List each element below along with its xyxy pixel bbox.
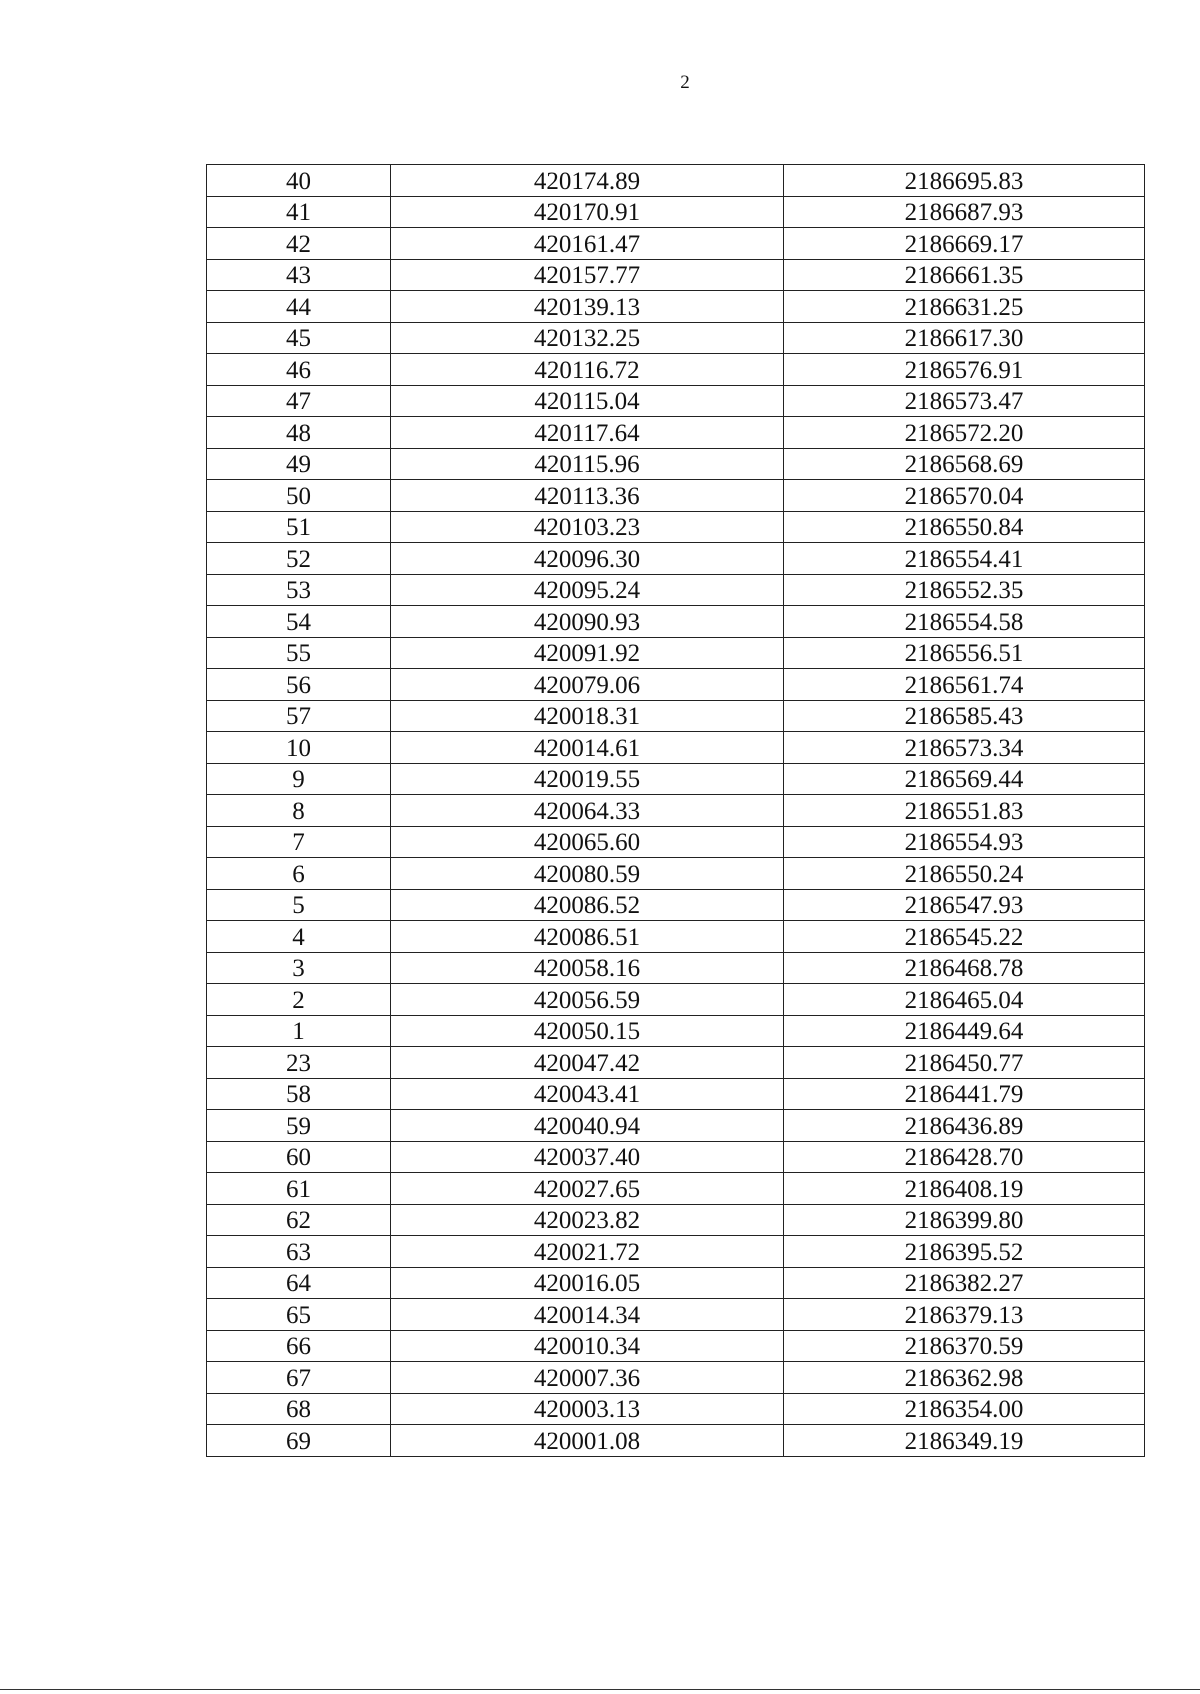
point-number-cell: 61 bbox=[207, 1173, 391, 1205]
table-row bbox=[207, 291, 1145, 323]
point-number-cell: 54 bbox=[207, 606, 391, 638]
y-coordinate-cell: 2186561.74 bbox=[784, 669, 1145, 701]
point-number-cell: 59 bbox=[207, 1110, 391, 1142]
x-coordinate-cell: 420139.13 bbox=[391, 291, 784, 323]
table-row bbox=[207, 1015, 1145, 1047]
x-coordinate-cell: 420161.47 bbox=[391, 228, 784, 260]
y-coordinate-cell: 2186550.84 bbox=[784, 511, 1145, 543]
point-number-cell: 43 bbox=[207, 259, 391, 291]
y-coordinate-cell: 2186661.35 bbox=[784, 259, 1145, 291]
x-coordinate-cell: 420065.60 bbox=[391, 826, 784, 858]
point-number-cell: 55 bbox=[207, 637, 391, 669]
point-number-cell: 69 bbox=[207, 1425, 391, 1457]
point-number-cell: 3 bbox=[207, 952, 391, 984]
x-coordinate-cell: 420080.59 bbox=[391, 858, 784, 890]
x-coordinate-cell: 420050.15 bbox=[391, 1015, 784, 1047]
y-coordinate-cell: 2186395.52 bbox=[784, 1236, 1145, 1268]
point-number-cell: 6 bbox=[207, 858, 391, 890]
x-coordinate-cell: 420095.24 bbox=[391, 574, 784, 606]
point-number-cell: 5 bbox=[207, 889, 391, 921]
point-number-cell: 10 bbox=[207, 732, 391, 764]
y-coordinate-cell: 2186687.93 bbox=[784, 196, 1145, 228]
x-coordinate-cell: 420132.25 bbox=[391, 322, 784, 354]
table-row bbox=[207, 1078, 1145, 1110]
x-coordinate-cell: 420086.51 bbox=[391, 921, 784, 953]
x-coordinate-cell: 420170.91 bbox=[391, 196, 784, 228]
y-coordinate-cell: 2186695.83 bbox=[784, 165, 1145, 197]
point-number-cell: 52 bbox=[207, 543, 391, 575]
x-coordinate-cell: 420027.65 bbox=[391, 1173, 784, 1205]
x-coordinate-cell: 420096.30 bbox=[391, 543, 784, 575]
y-coordinate-cell: 2186408.19 bbox=[784, 1173, 1145, 1205]
table-row bbox=[207, 952, 1145, 984]
table-row bbox=[207, 700, 1145, 732]
table-row bbox=[207, 322, 1145, 354]
point-number-cell: 47 bbox=[207, 385, 391, 417]
point-number-cell: 41 bbox=[207, 196, 391, 228]
y-coordinate-cell: 2186449.64 bbox=[784, 1015, 1145, 1047]
y-coordinate-cell: 2186669.17 bbox=[784, 228, 1145, 260]
table-row bbox=[207, 196, 1145, 228]
x-coordinate-cell: 420157.77 bbox=[391, 259, 784, 291]
y-coordinate-cell: 2186349.19 bbox=[784, 1425, 1145, 1457]
x-coordinate-cell: 420113.36 bbox=[391, 480, 784, 512]
y-coordinate-cell: 2186617.30 bbox=[784, 322, 1145, 354]
point-number-cell: 2 bbox=[207, 984, 391, 1016]
y-coordinate-cell: 2186573.34 bbox=[784, 732, 1145, 764]
x-coordinate-cell: 420043.41 bbox=[391, 1078, 784, 1110]
table-row bbox=[207, 385, 1145, 417]
coordinates-table-body bbox=[207, 165, 1145, 1457]
y-coordinate-cell: 2186554.58 bbox=[784, 606, 1145, 638]
table-row bbox=[207, 1173, 1145, 1205]
x-coordinate-cell: 420174.89 bbox=[391, 165, 784, 197]
table-row bbox=[207, 889, 1145, 921]
table-row bbox=[207, 1362, 1145, 1394]
y-coordinate-cell: 2186450.77 bbox=[784, 1047, 1145, 1079]
x-coordinate-cell: 420023.82 bbox=[391, 1204, 784, 1236]
y-coordinate-cell: 2186428.70 bbox=[784, 1141, 1145, 1173]
x-coordinate-cell: 420014.61 bbox=[391, 732, 784, 764]
point-number-cell: 60 bbox=[207, 1141, 391, 1173]
coordinates-table bbox=[206, 164, 1145, 1457]
point-number-cell: 65 bbox=[207, 1299, 391, 1331]
x-coordinate-cell: 420016.05 bbox=[391, 1267, 784, 1299]
x-coordinate-cell: 420003.13 bbox=[391, 1393, 784, 1425]
table-row bbox=[207, 826, 1145, 858]
page-bottom-rule bbox=[0, 1689, 1200, 1690]
point-number-cell: 58 bbox=[207, 1078, 391, 1110]
point-number-cell: 57 bbox=[207, 700, 391, 732]
x-coordinate-cell: 420058.16 bbox=[391, 952, 784, 984]
y-coordinate-cell: 2186547.93 bbox=[784, 889, 1145, 921]
y-coordinate-cell: 2186554.93 bbox=[784, 826, 1145, 858]
x-coordinate-cell: 420103.23 bbox=[391, 511, 784, 543]
x-coordinate-cell: 420064.33 bbox=[391, 795, 784, 827]
point-number-cell: 46 bbox=[207, 354, 391, 386]
table-row bbox=[207, 606, 1145, 638]
point-number-cell: 42 bbox=[207, 228, 391, 260]
y-coordinate-cell: 2186556.51 bbox=[784, 637, 1145, 669]
x-coordinate-cell: 420115.96 bbox=[391, 448, 784, 480]
table-row bbox=[207, 1267, 1145, 1299]
y-coordinate-cell: 2186465.04 bbox=[784, 984, 1145, 1016]
y-coordinate-cell: 2186370.59 bbox=[784, 1330, 1145, 1362]
x-coordinate-cell: 420018.31 bbox=[391, 700, 784, 732]
x-coordinate-cell: 420019.55 bbox=[391, 763, 784, 795]
point-number-cell: 44 bbox=[207, 291, 391, 323]
point-number-cell: 68 bbox=[207, 1393, 391, 1425]
y-coordinate-cell: 2186399.80 bbox=[784, 1204, 1145, 1236]
point-number-cell: 63 bbox=[207, 1236, 391, 1268]
x-coordinate-cell: 420010.34 bbox=[391, 1330, 784, 1362]
table-row bbox=[207, 921, 1145, 953]
table-row bbox=[207, 795, 1145, 827]
x-coordinate-cell: 420091.92 bbox=[391, 637, 784, 669]
x-coordinate-cell: 420090.93 bbox=[391, 606, 784, 638]
point-number-cell: 8 bbox=[207, 795, 391, 827]
table-row bbox=[207, 511, 1145, 543]
table-row bbox=[207, 763, 1145, 795]
y-coordinate-cell: 2186441.79 bbox=[784, 1078, 1145, 1110]
x-coordinate-cell: 420079.06 bbox=[391, 669, 784, 701]
table-row bbox=[207, 1110, 1145, 1142]
table-row bbox=[207, 165, 1145, 197]
table-row bbox=[207, 543, 1145, 575]
y-coordinate-cell: 2186573.47 bbox=[784, 385, 1145, 417]
y-coordinate-cell: 2186554.41 bbox=[784, 543, 1145, 575]
y-coordinate-cell: 2186379.13 bbox=[784, 1299, 1145, 1331]
point-number-cell: 40 bbox=[207, 165, 391, 197]
y-coordinate-cell: 2186436.89 bbox=[784, 1110, 1145, 1142]
y-coordinate-cell: 2186569.44 bbox=[784, 763, 1145, 795]
x-coordinate-cell: 420116.72 bbox=[391, 354, 784, 386]
x-coordinate-cell: 420086.52 bbox=[391, 889, 784, 921]
table-row bbox=[207, 732, 1145, 764]
table-row bbox=[207, 1141, 1145, 1173]
y-coordinate-cell: 2186585.43 bbox=[784, 700, 1145, 732]
y-coordinate-cell: 2186552.35 bbox=[784, 574, 1145, 606]
y-coordinate-cell: 2186576.91 bbox=[784, 354, 1145, 386]
table-row bbox=[207, 1204, 1145, 1236]
y-coordinate-cell: 2186550.24 bbox=[784, 858, 1145, 890]
y-coordinate-cell: 2186362.98 bbox=[784, 1362, 1145, 1394]
x-coordinate-cell: 420047.42 bbox=[391, 1047, 784, 1079]
point-number-cell: 1 bbox=[207, 1015, 391, 1047]
table-row bbox=[207, 1299, 1145, 1331]
table-row bbox=[207, 637, 1145, 669]
x-coordinate-cell: 420040.94 bbox=[391, 1110, 784, 1142]
x-coordinate-cell: 420014.34 bbox=[391, 1299, 784, 1331]
point-number-cell: 50 bbox=[207, 480, 391, 512]
table-row bbox=[207, 1425, 1145, 1457]
y-coordinate-cell: 2186354.00 bbox=[784, 1393, 1145, 1425]
y-coordinate-cell: 2186568.69 bbox=[784, 448, 1145, 480]
table-row bbox=[207, 228, 1145, 260]
table-row bbox=[207, 858, 1145, 890]
point-number-cell: 9 bbox=[207, 763, 391, 795]
point-number-cell: 4 bbox=[207, 921, 391, 953]
table-row bbox=[207, 984, 1145, 1016]
point-number-cell: 53 bbox=[207, 574, 391, 606]
x-coordinate-cell: 420021.72 bbox=[391, 1236, 784, 1268]
table-row bbox=[207, 448, 1145, 480]
point-number-cell: 23 bbox=[207, 1047, 391, 1079]
point-number-cell: 67 bbox=[207, 1362, 391, 1394]
point-number-cell: 64 bbox=[207, 1267, 391, 1299]
x-coordinate-cell: 420037.40 bbox=[391, 1141, 784, 1173]
point-number-cell: 48 bbox=[207, 417, 391, 449]
point-number-cell: 56 bbox=[207, 669, 391, 701]
table-row bbox=[207, 354, 1145, 386]
point-number-cell: 51 bbox=[207, 511, 391, 543]
table-row bbox=[207, 1330, 1145, 1362]
x-coordinate-cell: 420117.64 bbox=[391, 417, 784, 449]
y-coordinate-cell: 2186631.25 bbox=[784, 291, 1145, 323]
y-coordinate-cell: 2186468.78 bbox=[784, 952, 1145, 984]
x-coordinate-cell: 420056.59 bbox=[391, 984, 784, 1016]
table-row bbox=[207, 669, 1145, 701]
table-row bbox=[207, 417, 1145, 449]
table-row bbox=[207, 1047, 1145, 1079]
table-row bbox=[207, 574, 1145, 606]
point-number-cell: 7 bbox=[207, 826, 391, 858]
page-number: 2 bbox=[680, 72, 690, 93]
table-row bbox=[207, 480, 1145, 512]
x-coordinate-cell: 420007.36 bbox=[391, 1362, 784, 1394]
x-coordinate-cell: 420001.08 bbox=[391, 1425, 784, 1457]
y-coordinate-cell: 2186545.22 bbox=[784, 921, 1145, 953]
point-number-cell: 49 bbox=[207, 448, 391, 480]
table-row bbox=[207, 1393, 1145, 1425]
table-row bbox=[207, 1236, 1145, 1268]
y-coordinate-cell: 2186382.27 bbox=[784, 1267, 1145, 1299]
point-number-cell: 45 bbox=[207, 322, 391, 354]
x-coordinate-cell: 420115.04 bbox=[391, 385, 784, 417]
y-coordinate-cell: 2186570.04 bbox=[784, 480, 1145, 512]
point-number-cell: 66 bbox=[207, 1330, 391, 1362]
table-row bbox=[207, 259, 1145, 291]
y-coordinate-cell: 2186551.83 bbox=[784, 795, 1145, 827]
y-coordinate-cell: 2186572.20 bbox=[784, 417, 1145, 449]
point-number-cell: 62 bbox=[207, 1204, 391, 1236]
